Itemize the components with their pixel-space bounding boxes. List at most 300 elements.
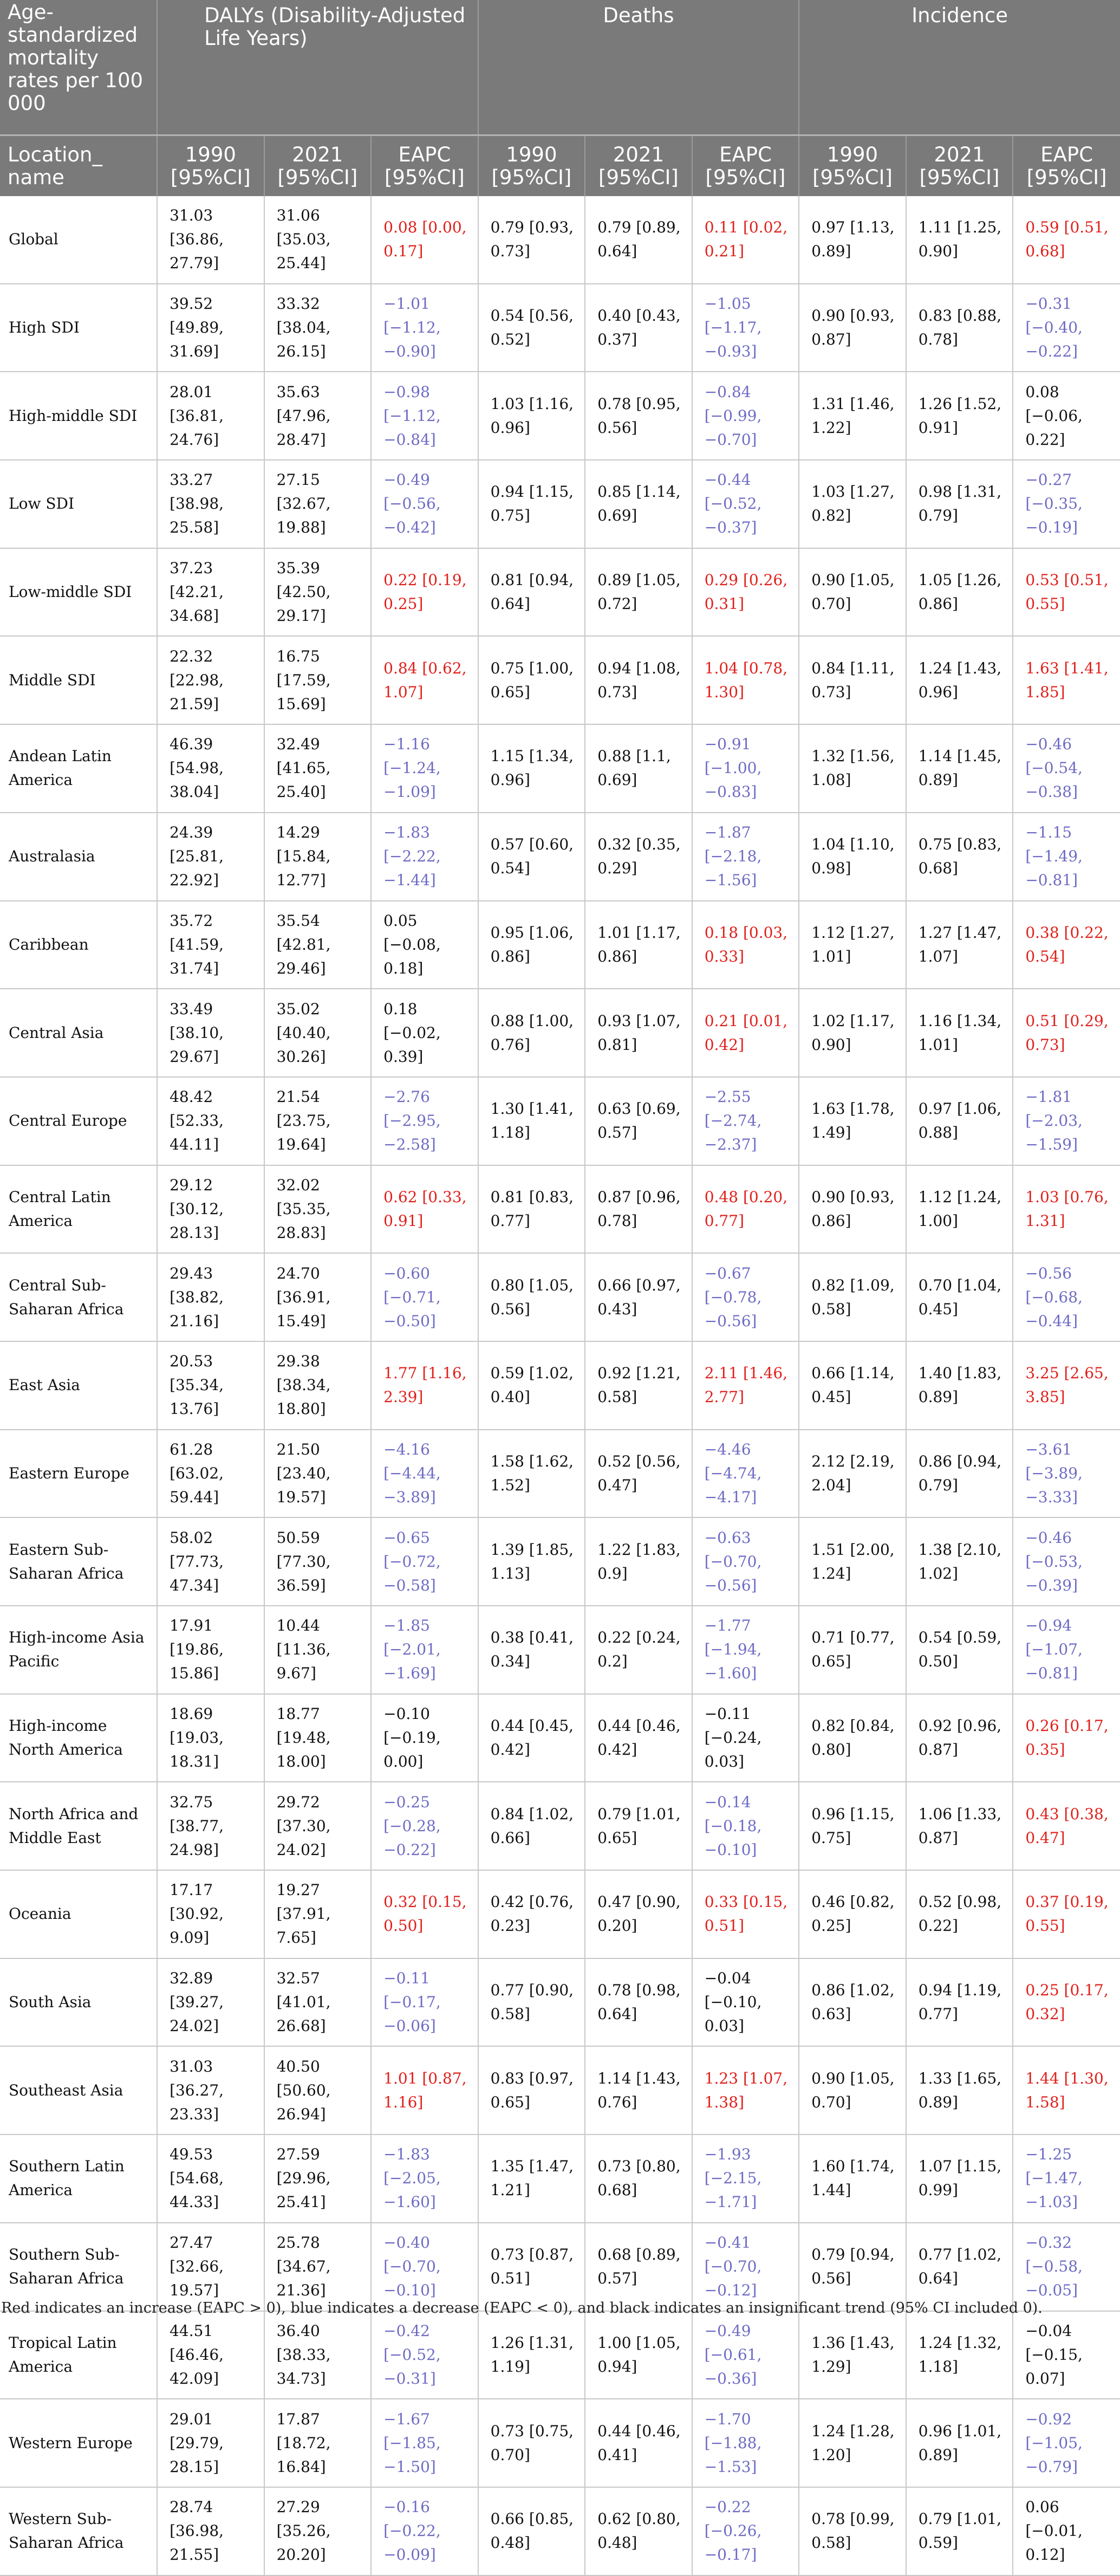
eapc-value: 3.25 [2.65, 3.85] [1025,1364,1109,1406]
eapc-cell [371,2399,478,2487]
value-cell: 1.36 [1.43, 1.29] [799,2311,906,2399]
eapc-cell [692,1694,799,1782]
value-cell: 0.98 [1.31, 0.79] [906,460,1013,548]
value-cell: 24.70 [36.91, 15.49] [264,1253,372,1341]
eapc-cell [1013,1958,1120,2047]
eapc-cell [371,372,478,460]
eapc-value: −0.41 [−0.70, −0.12] [704,2234,762,2300]
eapc-value: −0.94 [−1.07, −0.81] [1025,1617,1083,1683]
location-cell: Central Latin America [0,1165,157,1254]
value-cell: 35.02 [40.40, 30.26] [264,989,372,1077]
table-row [0,548,1120,637]
value-cell: 0.54 [0.56, 0.52] [478,284,585,372]
eapc-value: −0.42 [−0.52, −0.31] [383,2321,441,2387]
location-cell: Western Sub-Saharan Africa [0,2487,157,2575]
eapc-cell [371,284,478,372]
eapc-value: 1.63 [1.41, 1.85] [1025,659,1109,701]
value-cell: 0.70 [1.04, 0.45] [906,1253,1013,1341]
value-cell: 1.38 [2.10, 1.02] [906,1517,1013,1606]
eapc-value: −4.46 [−4.74, −4.17] [704,1440,762,1506]
eapc-value: 0.29 [0.26, 0.31] [704,571,788,613]
value-cell: 0.77 [1.02, 0.64] [906,2223,1013,2311]
value-cell: 33.27 [38.98, 25.58] [157,460,264,548]
eapc-cell [371,1253,478,1341]
value-cell: 29.12 [30.12, 28.13] [157,1165,264,1254]
eapc-cell [1013,2046,1120,2134]
eapc-value: −0.14 [−0.18, −0.10] [704,1793,762,1859]
value-cell: 1.33 [1.65, 0.89] [906,2046,1013,2134]
value-cell: 1.12 [1.24, 1.00] [906,1165,1013,1254]
value-cell: 0.63 [0.69, 0.57] [585,1077,692,1165]
eapc-cell [371,1430,478,1518]
eapc-value: 0.26 [0.17, 0.35] [1025,1717,1109,1759]
eapc-cell [1013,1694,1120,1782]
eapc-cell [692,813,799,901]
value-cell: 0.77 [0.90, 0.58] [478,1958,585,2047]
value-cell: 27.15 [32.67, 19.88] [264,460,372,548]
value-cell: 40.50 [50.60, 26.94] [264,2046,372,2134]
value-cell: 21.54 [23.75, 19.64] [264,1077,372,1165]
value-cell: 0.38 [0.41, 0.34] [478,1606,585,1694]
location-cell: North Africa and Middle East [0,1782,157,1870]
location-cell: Oceania [0,1870,157,1958]
value-cell: 0.97 [1.06, 0.88] [906,1077,1013,1165]
value-cell: 1.16 [1.34, 1.01] [906,989,1013,1077]
eapc-value: 0.48 [0.20, 0.77] [704,1188,788,1230]
value-cell: 0.86 [1.02, 0.63] [799,1958,906,2047]
value-cell: 33.49 [38.10, 29.67] [157,989,264,1077]
eapc-cell [692,2311,799,2399]
eapc-cell [1013,1517,1120,1606]
value-cell: 0.90 [1.05, 0.70] [799,548,906,637]
value-cell: 0.86 [0.94, 0.79] [906,1430,1013,1518]
eapc-value: 0.08 [0.00, 0.17] [383,218,467,261]
eapc-cell [1013,1782,1120,1870]
location-cell: Central Sub-Saharan Africa [0,1253,157,1341]
eapc-cell [371,1958,478,2047]
value-cell: 0.66 [1.14, 0.45] [799,1341,906,1430]
value-cell: 0.97 [1.13, 0.89] [799,196,906,284]
eapc-value: 1.23 [1.07, 1.38] [704,2069,788,2111]
value-cell: 0.82 [0.84, 0.80] [799,1694,906,1782]
value-cell: 1.07 [1.15, 0.99] [906,2134,1013,2223]
eapc-value: −0.11 [−0.17, −0.06] [383,1969,441,2035]
value-cell: 0.84 [1.02, 0.66] [478,1782,585,1870]
table-row [0,1430,1120,1518]
table-row [0,1958,1120,2047]
location-cell: Central Europe [0,1077,157,1165]
eapc-cell [692,1253,799,1341]
eapc-cell [371,901,478,989]
value-cell: 36.40 [38.33, 34.73] [264,2311,372,2399]
eapc-cell [1013,1606,1120,1694]
value-cell: 19.27 [37.91, 7.65] [264,1870,372,1958]
value-cell: 1.14 [1.45, 0.89] [906,724,1013,813]
value-cell: 0.79 [1.01, 0.65] [585,1782,692,1870]
value-cell: 0.81 [0.94, 0.64] [478,548,585,637]
eapc-value: 1.77 [1.16, 2.39] [383,1364,467,1406]
eapc-cell [692,636,799,724]
eapc-value: 0.53 [0.51, 0.55] [1025,571,1109,613]
col-header-2021: 2021 [95%CI] [585,135,692,197]
table-row [0,1341,1120,1430]
eapc-value: 0.38 [0.22, 0.54] [1025,923,1109,965]
value-cell: 25.78 [34.67, 21.36] [264,2223,372,2311]
value-cell: 35.63 [47.96, 28.47] [264,372,372,460]
value-cell: 1.24 [1.28, 1.20] [799,2399,906,2487]
eapc-cell [371,813,478,901]
eapc-value: −0.60 [−0.71, −0.50] [383,1264,441,1330]
eapc-value: 0.51 [0.29, 0.73] [1025,1011,1109,1054]
group-header-dalys: DALYs (Disability-Adjusted Life Years) [157,0,478,135]
value-cell: 27.29 [35.26, 20.20] [264,2487,372,2575]
eapc-value: −0.65 [−0.72, −0.58] [383,1528,441,1594]
value-cell: 0.44 [0.45, 0.42] [478,1694,585,1782]
eapc-value: −1.25 [−1.47, −1.03] [1025,2145,1083,2211]
value-cell: 0.92 [0.96, 0.87] [906,1694,1013,1782]
eapc-value: −1.81 [−2.03, −1.59] [1025,1088,1083,1154]
col-header-eapc: EAPC [95%CI] [371,135,478,197]
value-cell: 0.79 [0.93, 0.73] [478,196,585,284]
eapc-value: −3.61 [−3.89, −3.33] [1025,1440,1083,1506]
value-cell: 32.57 [41.01, 26.68] [264,1958,372,2047]
value-cell: 1.12 [1.27, 1.01] [799,901,906,989]
location-cell: Middle SDI [0,636,157,724]
eapc-value: 1.44 [1.30, 1.58] [1025,2069,1109,2111]
value-cell: 29.72 [37.30, 24.02] [264,1782,372,1870]
value-cell: 1.60 [1.74, 1.44] [799,2134,906,2223]
location-cell: Caribbean [0,901,157,989]
value-cell: 49.53 [54.68, 44.33] [157,2134,264,2223]
eapc-cell [371,196,478,284]
value-cell: 0.62 [0.80, 0.48] [585,2487,692,2575]
value-cell: 0.40 [0.43, 0.37] [585,284,692,372]
value-cell: 1.51 [2.00, 1.24] [799,1517,906,1606]
value-cell: 0.83 [0.88, 0.78] [906,284,1013,372]
value-cell: 0.22 [0.24, 0.2] [585,1606,692,1694]
value-cell: 17.91 [19.86, 15.86] [157,1606,264,1694]
table-row [0,989,1120,1077]
eapc-cell [1013,548,1120,637]
eapc-value: −0.67 [−0.78, −0.56] [704,1264,762,1330]
location-cell: Global [0,196,157,284]
table-footnote: Red indicates an increase (EAPC > 0), blue indicates a decrease (EAPC < 0), and black indicates an insignificant trend (95% CI included 0). [1,2300,1043,2317]
value-cell: 48.42 [52.33, 44.11] [157,1077,264,1165]
table-row [0,1517,1120,1606]
value-cell: 1.40 [1.83, 0.89] [906,1341,1013,1430]
table-header [0,0,1120,196]
eapc-value: −1.87 [−2.18, −1.56] [704,823,762,890]
table-row [0,1870,1120,1958]
eapc-cell [1013,460,1120,548]
value-cell: 58.02 [77.73, 47.34] [157,1517,264,1606]
eapc-value: 0.25 [0.17, 0.32] [1025,1981,1109,2023]
value-cell: 0.59 [1.02, 0.40] [478,1341,585,1430]
group-header-incidence: Incidence [799,0,1120,135]
value-cell: 0.94 [1.15, 0.75] [478,460,585,548]
eapc-cell [371,1782,478,1870]
value-cell: 0.78 [0.95, 0.56] [585,372,692,460]
eapc-value: 0.08 [−0.06, 0.22] [1025,382,1083,449]
eapc-cell [371,1517,478,1606]
value-cell: 1.14 [1.43, 0.76] [585,2046,692,2134]
value-cell: 0.79 [1.01, 0.59] [906,2487,1013,2575]
eapc-value: −0.56 [−0.68, −0.44] [1025,1264,1083,1330]
location-cell: Australasia [0,813,157,901]
eapc-cell [692,2046,799,2134]
value-cell: 14.29 [15.84, 12.77] [264,813,372,901]
value-cell: 0.47 [0.90, 0.20] [585,1870,692,1958]
eapc-value: 0.37 [0.19, 0.55] [1025,1893,1109,1935]
value-cell: 29.43 [38.82, 21.16] [157,1253,264,1341]
eapc-cell [371,2046,478,2134]
table-row [0,1165,1120,1254]
value-cell: 0.73 [0.80, 0.68] [585,2134,692,2223]
eapc-cell [1013,1165,1120,1254]
table-row [0,901,1120,989]
value-cell: 1.04 [1.10, 0.98] [799,813,906,901]
value-cell: 1.03 [1.16, 0.96] [478,372,585,460]
value-cell: 21.50 [23.40, 19.57] [264,1430,372,1518]
table-row [0,636,1120,724]
eapc-value: −0.32 [−0.58, −0.05] [1025,2234,1083,2300]
location-cell: Eastern Europe [0,1430,157,1518]
value-cell: 17.17 [30.92, 9.09] [157,1870,264,1958]
location-cell: Southeast Asia [0,2046,157,2134]
location-cell: Southern Latin America [0,2134,157,2223]
eapc-cell [371,1165,478,1254]
value-cell: 0.96 [1.15, 0.75] [799,1782,906,1870]
value-cell: 1.27 [1.47, 1.07] [906,901,1013,989]
value-cell: 1.05 [1.26, 0.86] [906,548,1013,637]
eapc-value: 0.22 [0.19, 0.25] [383,571,467,613]
value-cell: 44.51 [46.46, 42.09] [157,2311,264,2399]
eapc-cell [1013,2223,1120,2311]
value-cell: 0.90 [1.05, 0.70] [799,2046,906,2134]
eapc-cell [692,372,799,460]
table-row [0,2134,1120,2223]
value-cell: 16.75 [17.59, 15.69] [264,636,372,724]
col-header-eapc: EAPC [95%CI] [1013,135,1120,197]
eapc-cell [692,1870,799,1958]
eapc-value: 0.62 [0.33, 0.91] [383,1188,467,1230]
location-cell: Low SDI [0,460,157,548]
eapc-value: 0.21 [0.01, 0.42] [704,1011,788,1054]
group-header-deaths: Deaths [478,0,799,135]
value-cell: 1.03 [1.27, 0.82] [799,460,906,548]
eapc-cell [692,1077,799,1165]
eapc-cell [1013,372,1120,460]
eapc-cell [371,1694,478,1782]
table-row [0,1253,1120,1341]
eapc-cell [1013,2134,1120,2223]
eapc-value: −0.92 [−1.05, −0.79] [1025,2410,1083,2476]
eapc-value: −0.27 [−0.35, −0.19] [1025,471,1083,537]
eapc-cell [692,724,799,813]
eapc-value: −0.46 [−0.53, −0.39] [1025,1528,1083,1594]
eapc-value: −0.49 [−0.56, −0.42] [383,471,441,537]
location-cell: Central Asia [0,989,157,1077]
value-cell: 1.24 [1.43, 0.96] [906,636,1013,724]
eapc-value: −0.40 [−0.70, −0.10] [383,2234,441,2300]
value-cell: 1.58 [1.62, 1.52] [478,1430,585,1518]
value-cell: 0.83 [0.97, 0.65] [478,2046,585,2134]
value-cell: 0.32 [0.35, 0.29] [585,813,692,901]
eapc-cell [692,1606,799,1694]
value-cell: 0.42 [0.76, 0.23] [478,1870,585,1958]
value-cell: 32.75 [38.77, 24.98] [157,1782,264,1870]
table-row [0,2311,1120,2399]
eapc-value: −0.63 [−0.70, −0.56] [704,1528,762,1594]
eapc-cell [371,1077,478,1165]
table-row [0,724,1120,813]
eapc-value: −4.16 [−4.44, −3.89] [383,1440,441,1506]
value-cell: 0.75 [0.83, 0.68] [906,813,1013,901]
location-header: Location_ name [0,135,157,197]
value-cell: 1.26 [1.52, 0.91] [906,372,1013,460]
value-cell: 31.03 [36.27, 23.33] [157,2046,264,2134]
eapc-value: −1.01 [−1.12, −0.90] [383,295,441,361]
eapc-value: −1.85 [−2.01, −1.69] [383,1617,441,1683]
value-cell: 0.75 [1.00, 0.65] [478,636,585,724]
eapc-value: −2.76 [−2.95, −2.58] [383,1088,441,1154]
eapc-cell [692,1958,799,2047]
value-cell: 1.02 [1.17, 0.90] [799,989,906,1077]
eapc-value: 0.43 [0.38, 0.47] [1025,1805,1109,1847]
value-cell: 32.49 [41.65, 25.40] [264,724,372,813]
eapc-value: −0.46 [−0.54, −0.38] [1025,735,1083,801]
table-row [0,1782,1120,1870]
value-cell: 0.73 [0.87, 0.51] [478,2223,585,2311]
eapc-value: −1.83 [−2.22, −1.44] [383,823,441,890]
eapc-cell [692,2399,799,2487]
table-row [0,460,1120,548]
value-cell: 1.01 [1.17, 0.86] [585,901,692,989]
location-cell: Southern Sub-Saharan Africa [0,2223,157,2311]
eapc-cell [371,2311,478,2399]
value-cell: 17.87 [18.72, 16.84] [264,2399,372,2487]
location-cell: High SDI [0,284,157,372]
eapc-value: −0.91 [−1.00, −0.83] [704,735,762,801]
eapc-cell [371,636,478,724]
eapc-cell [1013,989,1120,1077]
eapc-cell [1013,196,1120,284]
value-cell: 50.59 [77.30, 36.59] [264,1517,372,1606]
value-cell: 0.66 [0.97, 0.43] [585,1253,692,1341]
eapc-value: −2.55 [−2.74, −2.37] [704,1088,762,1154]
value-cell: 1.15 [1.34, 0.96] [478,724,585,813]
col-header-2021: 2021 [95%CI] [264,135,372,197]
table-row [0,196,1120,284]
eapc-cell [692,196,799,284]
location-cell: Andean Latin America [0,724,157,813]
eapc-cell [692,901,799,989]
eapc-cell [371,2134,478,2223]
eapc-cell [1013,636,1120,724]
value-cell: 22.32 [22.98, 21.59] [157,636,264,724]
col-header-1990: 1990 [95%CI] [478,135,585,197]
value-cell: 1.32 [1.56, 1.08] [799,724,906,813]
value-cell: 1.00 [1.05, 0.94] [585,2311,692,2399]
value-cell: 1.35 [1.47, 1.21] [478,2134,585,2223]
value-cell: 1.39 [1.85, 1.13] [478,1517,585,1606]
corner-header: Age-standardized mortality rates per 100 000 [0,0,157,135]
eapc-value: −0.22 [−0.26, −0.17] [704,2498,762,2564]
eapc-cell [692,548,799,637]
eapc-cell [692,284,799,372]
eapc-value: 0.18 [−0.02, 0.39] [383,1000,441,1066]
value-cell: 37.23 [42.21, 34.68] [157,548,264,637]
value-cell: 32.02 [35.35, 28.83] [264,1165,372,1254]
col-header-2021: 2021 [95%CI] [906,135,1013,197]
value-cell: 1.22 [1.83, 0.9] [585,1517,692,1606]
value-cell: 18.77 [19.48, 18.00] [264,1694,372,1782]
eapc-cell [692,2134,799,2223]
value-cell: 1.31 [1.46, 1.22] [799,372,906,460]
value-cell: 0.46 [0.82, 0.25] [799,1870,906,1958]
eapc-value: 1.01 [0.87, 1.16] [383,2069,467,2111]
value-cell: 10.44 [11.36, 9.67] [264,1606,372,1694]
value-cell: 0.90 [0.93, 0.87] [799,284,906,372]
eapc-value: 0.11 [0.02, 0.21] [704,218,788,261]
value-cell: 1.11 [1.25, 0.90] [906,196,1013,284]
value-cell: 31.06 [35.03, 25.44] [264,196,372,284]
eapc-value: −0.44 [−0.52, −0.37] [704,471,762,537]
eapc-value: −0.04 [−0.15, 0.07] [1025,2321,1083,2387]
table-body [0,196,1120,2575]
value-cell: 0.96 [1.01, 0.89] [906,2399,1013,2487]
eapc-value: 1.04 [0.78, 1.30] [704,659,788,701]
value-cell: 0.93 [1.07, 0.81] [585,989,692,1077]
value-cell: 0.44 [0.46, 0.42] [585,1694,692,1782]
eapc-cell [371,2223,478,2311]
location-cell: Eastern Sub-Saharan Africa [0,1517,157,1606]
value-cell: 28.74 [36.98, 21.55] [157,2487,264,2575]
table-row [0,1606,1120,1694]
eapc-cell [371,1606,478,1694]
value-cell: 0.84 [1.11, 0.73] [799,636,906,724]
value-cell: 0.73 [0.75, 0.70] [478,2399,585,2487]
value-cell: 0.79 [0.94, 0.56] [799,2223,906,2311]
value-cell: 0.95 [1.06, 0.86] [478,901,585,989]
eapc-cell [1013,2311,1120,2399]
eapc-value: 0.32 [0.15, 0.50] [383,1893,467,1935]
eapc-cell [692,1165,799,1254]
eapc-cell [692,1341,799,1430]
value-cell: 0.66 [0.85, 0.48] [478,2487,585,2575]
location-cell: East Asia [0,1341,157,1430]
location-cell: Low-middle SDI [0,548,157,637]
eapc-value: −0.10 [−0.19, 0.00] [383,1705,441,1771]
eapc-value: 0.18 [0.03, 0.33] [704,923,788,965]
eapc-value: −0.84 [−0.99, −0.70] [704,382,762,449]
value-cell: 0.80 [1.05, 0.56] [478,1253,585,1341]
col-header-1990: 1990 [95%CI] [799,135,906,197]
value-cell: 1.30 [1.41, 1.18] [478,1077,585,1165]
eapc-cell [371,1870,478,1958]
value-cell: 29.01 [29.79, 28.15] [157,2399,264,2487]
eapc-value: 2.11 [1.46, 2.77] [704,1364,788,1406]
value-cell: 0.52 [0.98, 0.22] [906,1870,1013,1958]
eapc-value: 1.03 [0.76, 1.31] [1025,1188,1109,1230]
value-cell: 29.38 [38.34, 18.80] [264,1341,372,1430]
eapc-cell [692,1782,799,1870]
value-cell: 32.89 [39.27, 24.02] [157,1958,264,2047]
eapc-cell [692,2223,799,2311]
table-row [0,2487,1120,2575]
value-cell: 0.52 [0.56, 0.47] [585,1430,692,1518]
eapc-cell [692,1430,799,1518]
